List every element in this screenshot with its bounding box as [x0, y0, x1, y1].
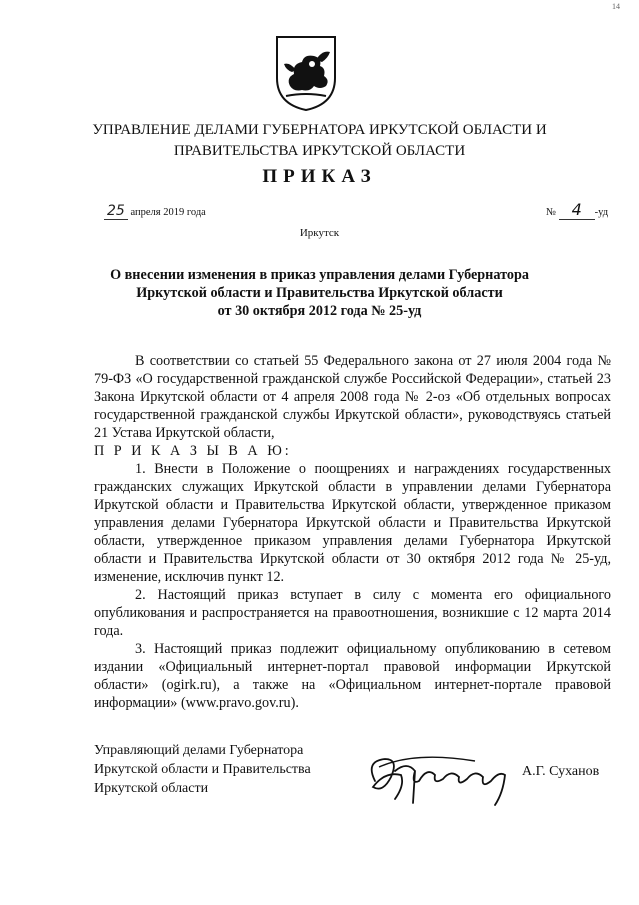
- irkutsk-coat-of-arms-icon: [274, 34, 338, 112]
- document-city: Иркутск: [299, 227, 340, 239]
- page-corner-mark: 14: [612, 2, 620, 11]
- subject-line-2: Иркутской области и Правительства Иркутской области: [136, 285, 503, 301]
- subject-line-1: О внесении изменения в приказ управления делами Губернатора: [110, 267, 529, 283]
- signer-title-line-2: Иркутской области и Правительства: [94, 762, 311, 777]
- document-subject: [80, 266, 559, 320]
- date-month-year: апреля 2019 года: [130, 207, 206, 218]
- number-suffix: -уд: [594, 207, 609, 218]
- document-number: [546, 200, 608, 220]
- signer-title-line-1: Управляющий делами Губернатора: [94, 743, 304, 758]
- document-date: [104, 203, 206, 219]
- preamble-paragraph: В соответствии со статьей 55 Федерального закона от 27 июля 2004 года № 79-ФЗ «О государственной гражданской службе Российской Федерации», статьей 23 Закона Иркутской области от 4 апреля 2008 года № 2-оз «Об отдельных вопросах государственной гражданской службы Иркутской области», руководствуясь статьей 21 Устава Иркутской области,: [94, 353, 611, 441]
- document-body: [94, 352, 611, 712]
- subject-line-3: от 30 октября 2012 года № 25-уд: [217, 303, 422, 319]
- order-item-1: 1. Внести в Положение о поощрениях и награждениях государственных гражданских служащих Иркутской области в управлении делами Губернатора Иркутской области и Правительства Иркутской области, утвержденное приказом управления делами Губернатора Иркутской области и Правительства Иркутской области, утвержденное приказом управления делами Губернатора Иркутской области и Правительства Иркутской области от 30 октября 2012 года № 25-уд, изменение, исключив пункт 12.: [94, 461, 611, 585]
- organization-name: [60, 120, 579, 162]
- number-value-handwritten: 4: [559, 200, 595, 220]
- order-word: П Р И К А З Ы В А Ю:: [94, 443, 292, 459]
- signer-title: [94, 741, 311, 798]
- organization-name-line-2: ПРАВИТЕЛЬСТВА ИРКУТСКОЙ ОБЛАСТИ: [173, 143, 466, 159]
- signer-name: А.Г. Суханов: [522, 764, 600, 779]
- order-item-2: 2. Настоящий приказ вступает в силу с момента его официального опубликования и распространяется на правоотношения, возникшие с 12 марта 2014 года.: [94, 587, 611, 639]
- date-day-handwritten: 25: [104, 203, 128, 220]
- number-prefix: №: [546, 207, 557, 218]
- handwritten-signature: [355, 741, 525, 811]
- organization-name-line-1: УПРАВЛЕНИЕ ДЕЛАМИ ГУБЕРНАТОРА ИРКУТСКОЙ ОБЛАСТИ И: [92, 122, 547, 138]
- signer-title-line-3: Иркутской области: [94, 781, 209, 796]
- document-type-title: ПРИКАЗ: [262, 166, 377, 187]
- order-item-3: 3. Настоящий приказ подлежит официальному опубликованию в сетевом издании «Официальный интернет-портал правовой информации Иркутской области» (ogirk.ru), а также на «Официальном интернет-портале правовой информации» (www.pravo.gov.ru).: [94, 641, 611, 711]
